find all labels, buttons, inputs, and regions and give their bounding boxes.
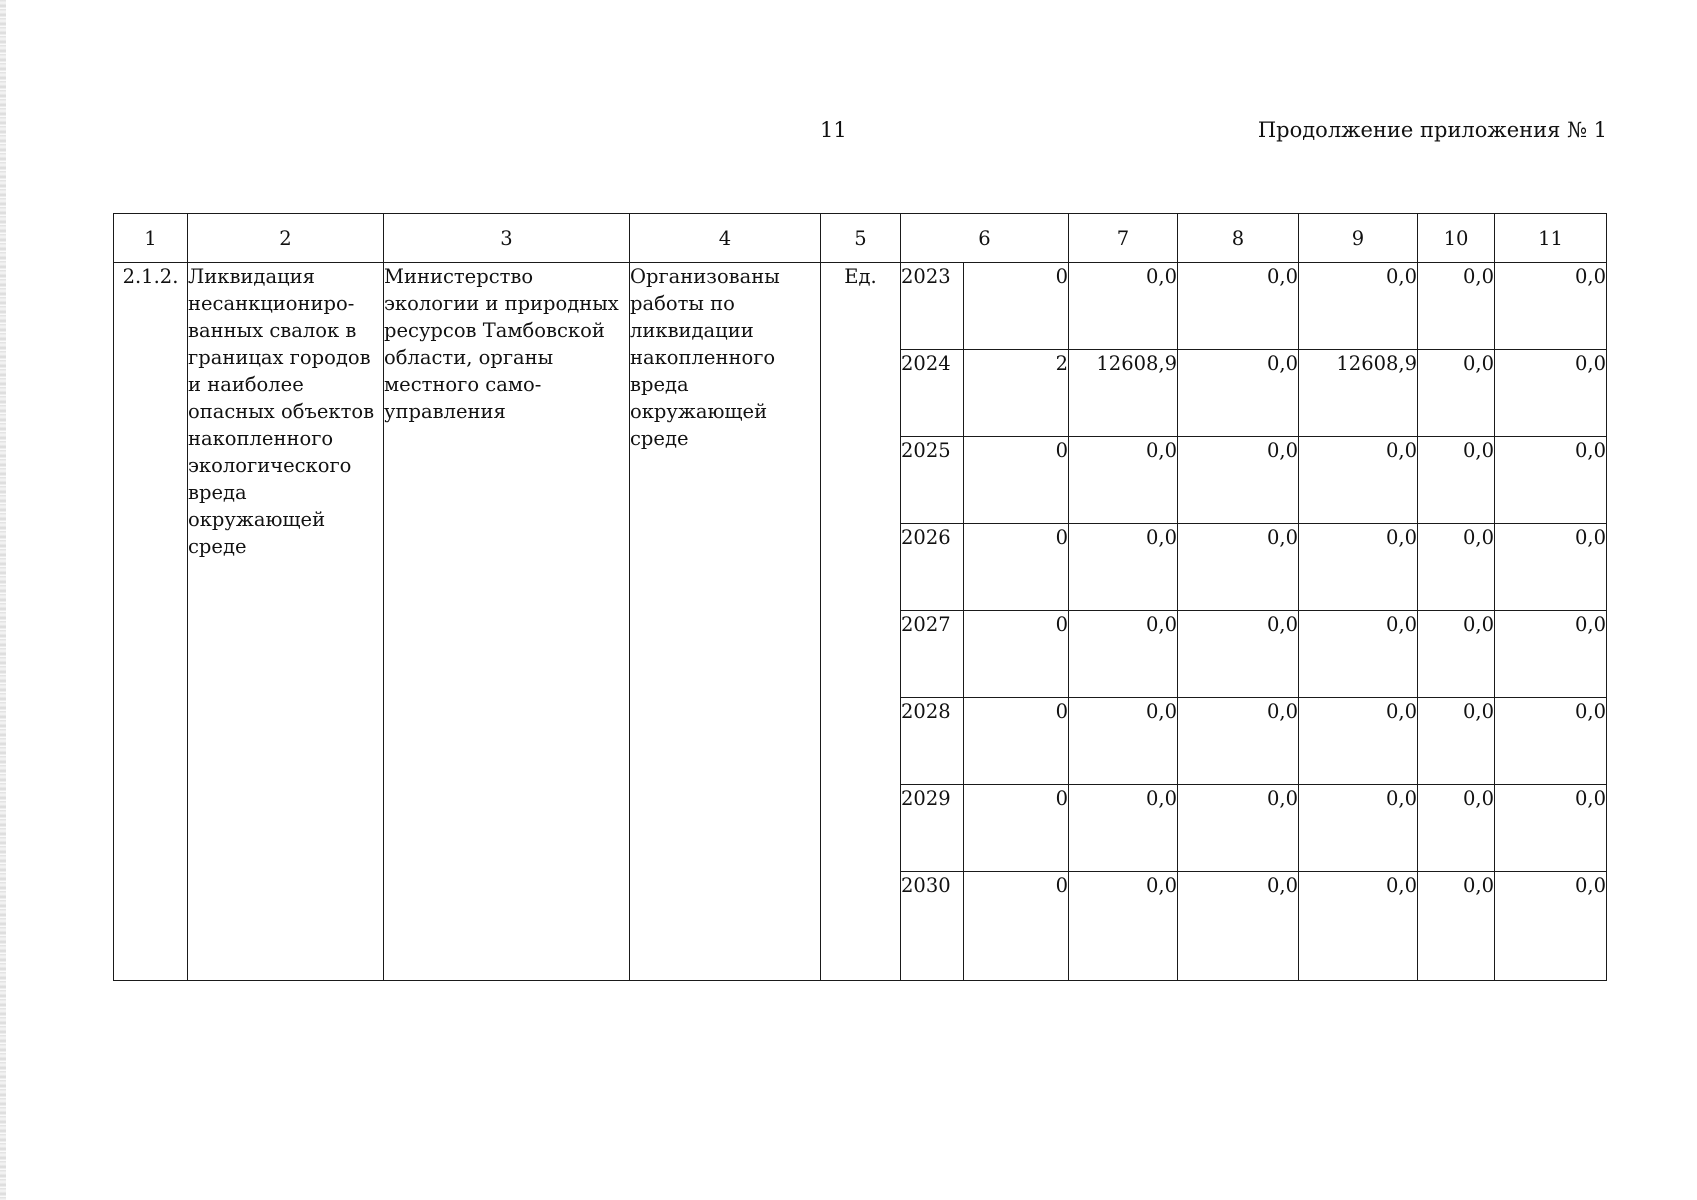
col10-cell: 0,0 [1418, 350, 1495, 437]
year-cell: 2026 [901, 524, 964, 611]
col10-cell: 0,0 [1418, 524, 1495, 611]
indicator-value-cell: 0 [964, 872, 1069, 981]
col11-cell: 0,0 [1495, 698, 1607, 785]
col7-cell: 0,0 [1069, 698, 1178, 785]
column-number-8: 8 [1178, 214, 1299, 263]
col7-cell: 0,0 [1069, 785, 1178, 872]
col10-cell: 0,0 [1418, 785, 1495, 872]
col9-cell: 0,0 [1299, 698, 1418, 785]
col11-cell: 0,0 [1495, 785, 1607, 872]
table-row [114, 263, 1607, 350]
unit-cell: Ед. [821, 263, 901, 981]
col10-cell: 0,0 [1418, 437, 1495, 524]
col9-cell: 0,0 [1299, 785, 1418, 872]
indicator-value-cell: 2 [964, 350, 1069, 437]
col7-cell: 0,0 [1069, 263, 1178, 350]
col11-cell: 0,0 [1495, 524, 1607, 611]
column-number-10: 10 [1418, 214, 1495, 263]
year-cell: 2025 [901, 437, 964, 524]
col9-cell: 0,0 [1299, 872, 1418, 981]
col11-cell: 0,0 [1495, 611, 1607, 698]
indicator-value-cell: 0 [964, 785, 1069, 872]
page-number: 11 [820, 118, 847, 142]
column-number-6: 6 [901, 214, 1069, 263]
year-cell: 2024 [901, 350, 964, 437]
col7-cell: 0,0 [1069, 524, 1178, 611]
year-cell: 2028 [901, 698, 964, 785]
indicator-value-cell: 0 [964, 698, 1069, 785]
column-number-4: 4 [630, 214, 821, 263]
col8-cell: 0,0 [1178, 263, 1299, 350]
col7-cell: 0,0 [1069, 872, 1178, 981]
column-number-row [114, 214, 1607, 263]
col10-cell: 0,0 [1418, 611, 1495, 698]
indicator-value-cell: 0 [964, 611, 1069, 698]
column-number-11: 11 [1495, 214, 1607, 263]
col9-cell: 0,0 [1299, 524, 1418, 611]
scan-edge-artifact [0, 0, 6, 1200]
col7-cell: 0,0 [1069, 611, 1178, 698]
col11-cell: 0,0 [1495, 437, 1607, 524]
responsible-executor-cell: Министерство экологии и природных ресурсов Тамбовской области, органы местного само-управления [384, 263, 630, 981]
col10-cell: 0,0 [1418, 263, 1495, 350]
col11-cell: 0,0 [1495, 350, 1607, 437]
year-cell: 2029 [901, 785, 964, 872]
col8-cell: 0,0 [1178, 437, 1299, 524]
col8-cell: 0,0 [1178, 611, 1299, 698]
indicator-value-cell: 0 [964, 263, 1069, 350]
col8-cell: 0,0 [1178, 785, 1299, 872]
col8-cell: 0,0 [1178, 698, 1299, 785]
indicator-value-cell: 0 [964, 524, 1069, 611]
column-number-9: 9 [1299, 214, 1418, 263]
col10-cell: 0,0 [1418, 698, 1495, 785]
col7-cell: 0,0 [1069, 437, 1178, 524]
col8-cell: 0,0 [1178, 350, 1299, 437]
col8-cell: 0,0 [1178, 524, 1299, 611]
year-cell: 2030 [901, 872, 964, 981]
column-number-3: 3 [384, 214, 630, 263]
col9-cell: 12608,9 [1299, 350, 1418, 437]
column-number-7: 7 [1069, 214, 1178, 263]
item-name-cell: Ликвидация несанкциониро-ванных свалок в границах городов и наиболее опасных объектов накопленного экологического вреда окружающей среде [188, 263, 384, 981]
year-cell: 2027 [901, 611, 964, 698]
col7-cell: 12608,9 [1069, 350, 1178, 437]
column-number-5: 5 [821, 214, 901, 263]
col9-cell: 0,0 [1299, 263, 1418, 350]
col10-cell: 0,0 [1418, 872, 1495, 981]
indicator-cell: Организованы работы по ликвидации накопленного вреда окружающей среде [630, 263, 821, 981]
column-number-1: 1 [114, 214, 188, 263]
year-cell: 2023 [901, 263, 964, 350]
indicator-value-cell: 0 [964, 437, 1069, 524]
item-number-cell: 2.1.2. [114, 263, 188, 981]
col11-cell: 0,0 [1495, 263, 1607, 350]
program-measures-table [113, 213, 1607, 981]
col9-cell: 0,0 [1299, 611, 1418, 698]
col8-cell: 0,0 [1178, 872, 1299, 981]
column-number-2: 2 [188, 214, 384, 263]
col11-cell: 0,0 [1495, 872, 1607, 981]
col9-cell: 0,0 [1299, 437, 1418, 524]
appendix-continuation-note: Продолжение приложения № 1 [1257, 118, 1607, 142]
